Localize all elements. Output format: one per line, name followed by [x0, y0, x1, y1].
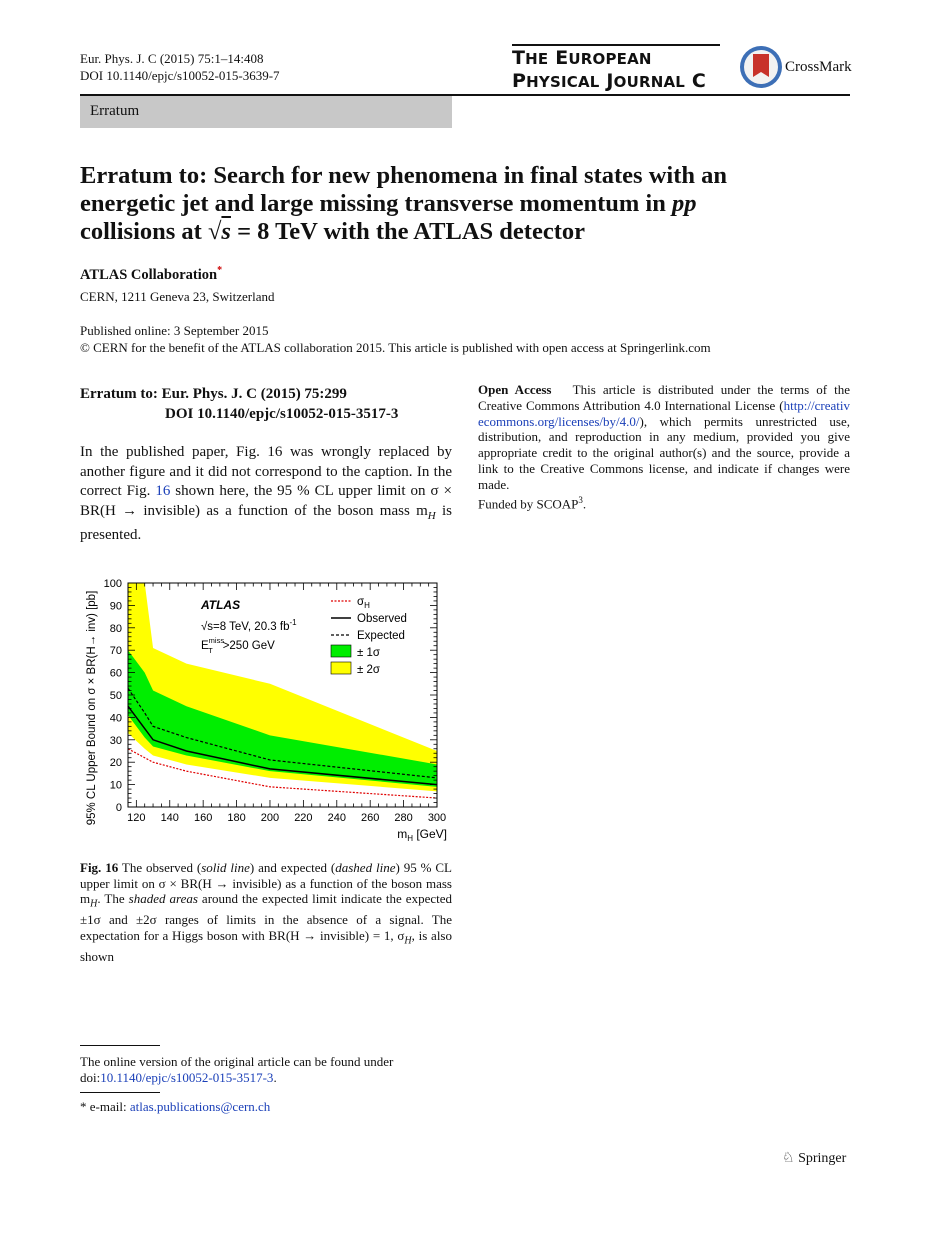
- journal-letter: J: [606, 70, 614, 92]
- affiliation: CERN, 1211 Geneva 23, Switzerland: [80, 289, 275, 304]
- y-axis-label: 95% CL Upper Bound on σ × BR(H→ inv) [pb]: [86, 590, 98, 826]
- x-tick-label: 240: [327, 812, 346, 824]
- journal-letter: E: [555, 47, 569, 69]
- title-text: collisions at: [80, 218, 208, 245]
- footnote-end: .: [273, 1070, 277, 1085]
- caption-text: around the expected limit indicate the expected ±1σ and ±2σ ranges of limits in the absence of a signal. The expectation for a Higgs boson with BR(H → invisible) = 1, σ: [80, 891, 452, 943]
- author-mark[interactable]: *: [217, 265, 223, 276]
- caption-text: . The: [97, 891, 129, 907]
- limit-chart: [80, 565, 460, 850]
- met-e: E: [201, 640, 209, 652]
- y-tick-label: 50: [109, 690, 122, 702]
- open-access-notice: [478, 382, 850, 512]
- legend: [331, 596, 407, 676]
- x-tick-label: 200: [260, 812, 280, 824]
- legend-swatch-band: [331, 645, 351, 657]
- email-link[interactable]: atlas.publications@cern.ch: [129, 1099, 271, 1114]
- copyright: © CERN for the benefit of the ATLAS collaboration 2015. This article is published with open access at Springerlink.com: [80, 340, 711, 355]
- footnote-email: [80, 1099, 270, 1115]
- figure-caption: [80, 860, 452, 965]
- legend-label: ± 2σ: [357, 664, 380, 676]
- x-axis-label: [397, 827, 447, 843]
- x-axis-label-unit: [GeV]: [412, 827, 447, 841]
- body-paragraph: [80, 443, 452, 546]
- y-tick-label: 80: [109, 622, 122, 635]
- body-subscript: H: [427, 509, 436, 522]
- x-tick-label: 220: [294, 812, 313, 824]
- energy-sup: -1: [289, 618, 297, 627]
- journal-letter: P: [512, 70, 527, 92]
- article-doi[interactable]: DOI 10.1140/epjc/s10052-015-3639-7: [80, 68, 280, 83]
- journal-name: [512, 47, 727, 93]
- body-text-part: is presented.: [80, 502, 452, 543]
- y-tick-label: 60: [109, 667, 122, 680]
- y-tick-label: 20: [109, 757, 122, 770]
- journal-letter: C: [691, 70, 707, 92]
- caption-italic: shaded areas: [128, 891, 198, 907]
- caption-label: Fig. 16: [80, 860, 119, 875]
- atlas-label: ATLAS: [201, 598, 241, 612]
- energy-label: [201, 618, 297, 633]
- footnote-rule: [80, 1092, 160, 1093]
- legend-label-text: Observed: [357, 613, 407, 625]
- legend-label-text: Expected: [357, 630, 405, 642]
- crossmark-icon[interactable]: [738, 44, 784, 90]
- crossmark-label[interactable]: CrossMark: [785, 59, 852, 75]
- erratum-line: Erratum to: Eur. Phys. J. C (2015) 75:299: [80, 386, 347, 402]
- footnote-text: The online version of the original article can be found under doi:: [80, 1054, 394, 1085]
- x-axis-label-var: m: [397, 827, 408, 841]
- x-axis-label-sub: H: [407, 834, 413, 843]
- caption-sub: H: [90, 898, 98, 910]
- journal-word-part: UROPEAN: [568, 50, 652, 68]
- x-tick-label: 300: [427, 812, 447, 824]
- springer-horse-icon: ♘: [782, 1151, 795, 1166]
- x-tick-label: 280: [394, 812, 413, 824]
- legend-swatch-band: [331, 662, 351, 674]
- title-text: = 8 TeV with the ATLAS detector: [230, 218, 585, 245]
- erratum-doi: DOI 10.1140/epjc/s10052-015-3517-3: [165, 406, 399, 422]
- title-line: [80, 190, 840, 218]
- met-label: [201, 636, 275, 655]
- met-sup: miss: [208, 636, 225, 645]
- title-text: energetic jet and large missing transverse momentum in: [80, 190, 672, 217]
- energy-text: √s=8 TeV, 20.3 fb: [201, 621, 290, 633]
- open-access-text: This article is distributed under the terms of the Creative Commons Attribution 4.0 International License (: [478, 382, 850, 413]
- funding-end: .: [582, 495, 587, 511]
- footnote-original-article: [80, 1054, 450, 1086]
- caption-sub: H: [404, 935, 412, 947]
- caption-text: ) and expected (: [249, 860, 336, 875]
- x-tick-label: 180: [227, 812, 246, 824]
- met-sub: T: [208, 646, 213, 655]
- open-access-label: Open Access: [478, 382, 552, 397]
- funding-text: Funded by SCOAP: [478, 495, 579, 511]
- title-line: Erratum to: Search for new phenomena in final states with an: [80, 162, 727, 189]
- publisher-name: Springer: [798, 1151, 847, 1166]
- journal-letter: T: [512, 47, 526, 69]
- x-tick-label: 120: [127, 812, 146, 824]
- journal-word-part: HE: [525, 50, 549, 68]
- caption-italic: dashed line: [335, 860, 396, 875]
- legend-label: ± 1σ: [357, 647, 380, 659]
- y-tick-label: 10: [109, 779, 122, 792]
- author-line: [80, 265, 222, 284]
- caption-text: The observed (: [118, 860, 202, 875]
- journal-reference: Eur. Phys. J. C (2015) 75:1–14:408: [80, 51, 264, 66]
- caption-italic: solid line: [201, 860, 250, 875]
- body-text-part: In the published paper, Fig. 16 was wrongly replaced by another figure and it did not correspond to the caption. In the correct Fig.: [80, 444, 452, 499]
- x-tick-label: 140: [160, 812, 179, 824]
- y-tick-label: 40: [109, 712, 122, 725]
- body-text-part: shown here, the 95 % CL upper limit on σ × BR(H → invisible) as a function of the boson mass m: [80, 483, 453, 519]
- legend-label: [357, 630, 405, 642]
- legend-label: [357, 596, 370, 610]
- email-mark: *: [80, 1099, 87, 1114]
- published-date: Published online: 3 September 2015: [80, 323, 269, 338]
- y-tick-label: 100: [103, 578, 122, 590]
- legend-label-text: σ: [357, 596, 365, 608]
- x-tick-label: 260: [361, 812, 380, 824]
- original-article-link[interactable]: 10.1140/epjc/s10052-015-3517-3: [100, 1070, 274, 1085]
- legend-label: [357, 613, 407, 625]
- y-tick-label: 30: [109, 734, 122, 747]
- author-name: ATLAS Collaboration: [80, 266, 218, 283]
- x-tick-label: 160: [193, 812, 213, 824]
- open-access-text: ), which permits unrestricted use, distribution, and reproduction in any medium, provided you give appropriate credit to the original author(s) and the source, provide a link to the Creative Commons license, and indicate if changes were made.: [478, 413, 850, 492]
- y-tick-label: 0: [115, 802, 122, 814]
- legend-label-sub: H: [364, 601, 370, 610]
- article-category: Erratum: [90, 103, 140, 119]
- journal-word-part: HYSICAL: [526, 73, 600, 91]
- license-link[interactable]: http://creativecommons.org/licenses/by/4.0/: [478, 397, 850, 429]
- title-math: pp: [671, 190, 697, 217]
- erratum-reference: [80, 384, 440, 424]
- figure-link[interactable]: 16: [155, 483, 171, 499]
- met-cut: >250 GeV: [222, 640, 275, 652]
- title-line: [80, 218, 840, 246]
- y-tick-label: 90: [109, 600, 122, 613]
- email-label: e-mail:: [86, 1099, 130, 1114]
- sqrt-sign: √: [207, 218, 222, 245]
- footnote-rule: [80, 1045, 160, 1046]
- funding-sup: 3: [578, 494, 583, 505]
- title-math: s: [221, 218, 231, 245]
- journal-top-rule: [512, 44, 720, 46]
- caption-text: , is also shown: [80, 927, 452, 965]
- journal-word-part: OURNAL: [613, 73, 686, 91]
- publisher-logo: [782, 1150, 846, 1167]
- y-tick-label: 70: [109, 645, 122, 658]
- article-title: [80, 162, 840, 246]
- caption-text: ) 95 % CL upper limit on σ × BR(H → invisible) as a function of the boson mass m: [80, 860, 452, 907]
